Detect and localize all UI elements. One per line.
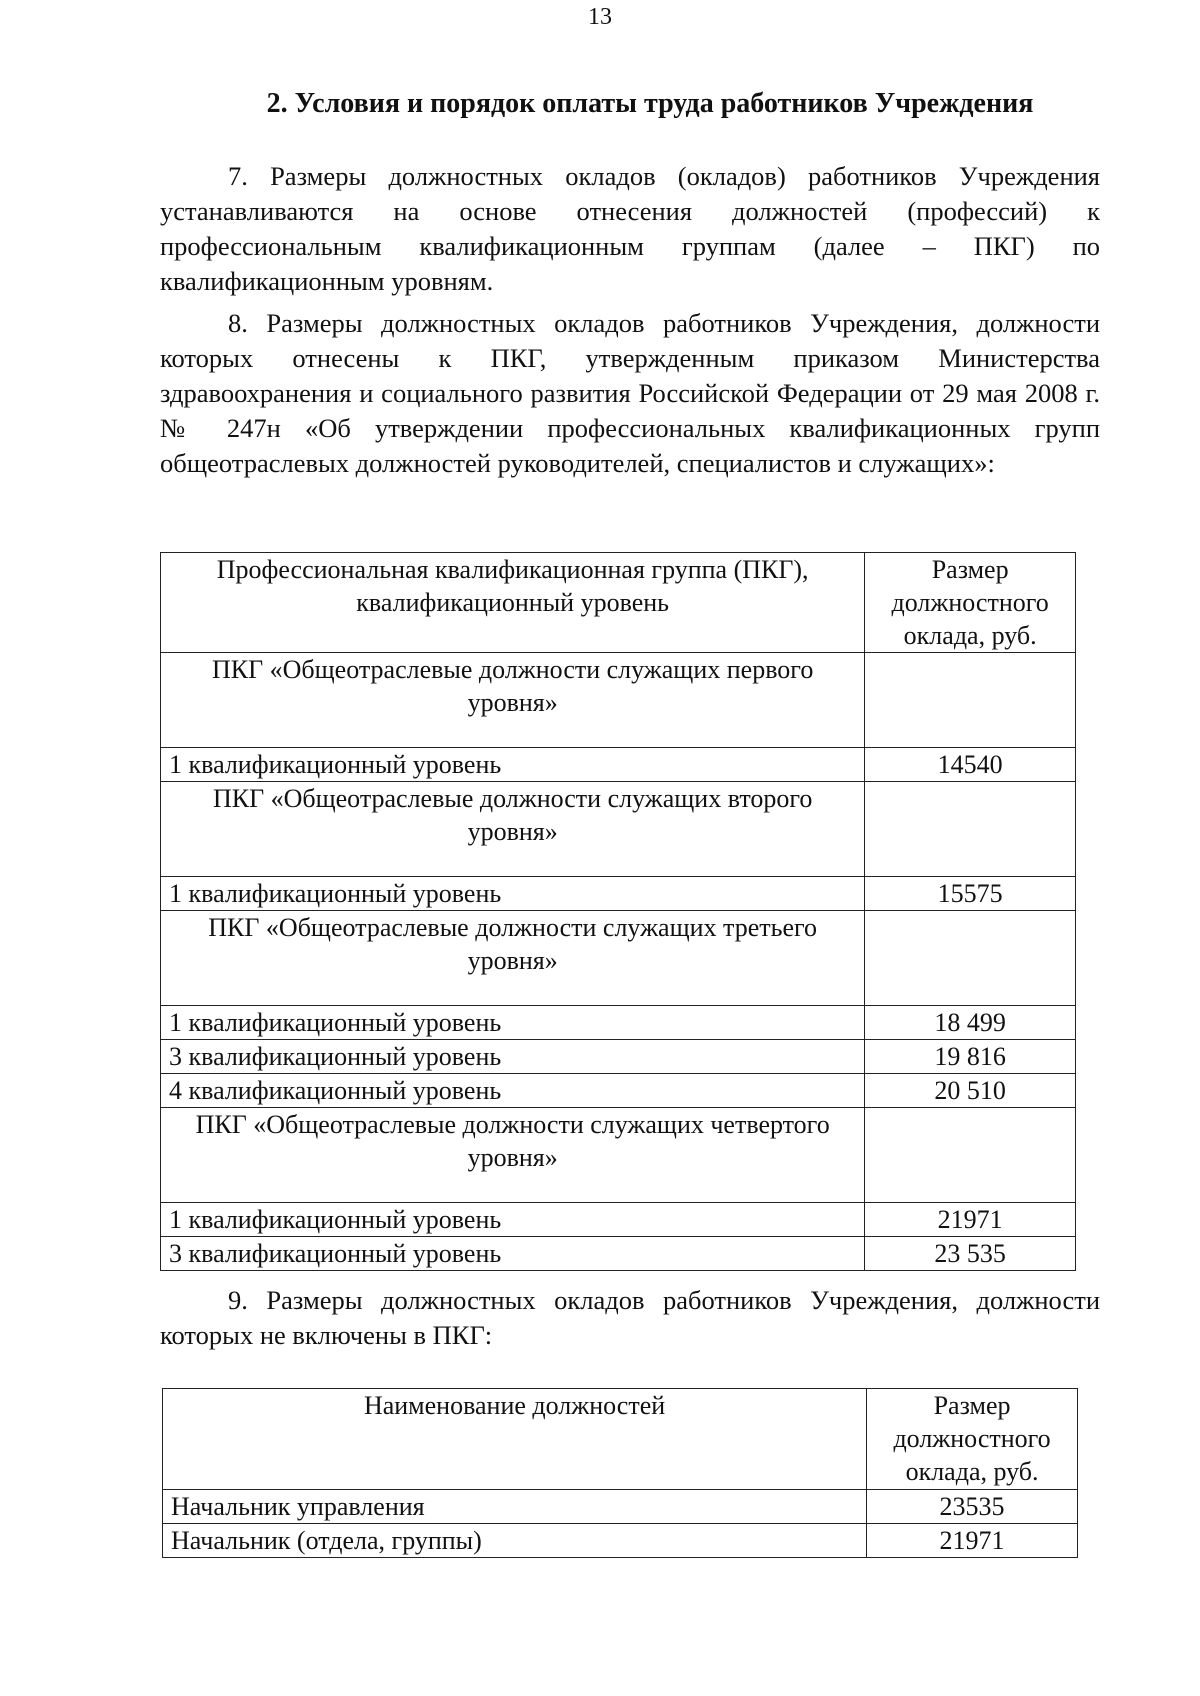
pkg-group-row	[161, 782, 1076, 877]
salary-value: 18 499	[865, 1006, 1076, 1040]
empty-salary-cell	[865, 1108, 1076, 1203]
salary-value: 21971	[865, 1203, 1076, 1237]
table-row	[161, 748, 1076, 782]
empty-salary-cell	[865, 782, 1076, 877]
salary-value: 20 510	[865, 1074, 1076, 1108]
qualification-level: 1 квалификационный уровень	[161, 1203, 865, 1237]
table-row	[161, 1040, 1076, 1074]
pkg-group-title: ПКГ «Общеотраслевые должности служащих второго уровня»	[161, 782, 865, 877]
table-header-row	[161, 553, 1076, 653]
pkg-group-row	[161, 911, 1076, 1006]
qualification-level: 3 квалификационный уровень	[161, 1237, 865, 1271]
header-salary: Размер должностного оклада, руб.	[865, 553, 1076, 653]
table-header-row	[163, 1389, 1078, 1490]
salary-value: 23 535	[865, 1237, 1076, 1271]
empty-salary-cell	[865, 653, 1076, 748]
paragraph-8: 8. Размеры должностных окладов работников Учреждения, должности которых отнесены к ПКГ, утвержденным приказом Министерства здравоохранения и социального развития Российской Федерации от 29 мая 2008 г. № 247н «Об утверждении профессиональных квалификационных групп общеотраслевых должностей руководителей, специалистов и служащих»:	[160, 308, 1100, 478]
section-title: 2. Условия и порядок оплаты труда работников Учреждения	[266, 88, 1034, 119]
page-number: 13	[588, 4, 612, 30]
salary-value: 14540	[865, 748, 1076, 782]
qualification-level: 1 квалификационный уровень	[161, 1006, 865, 1040]
header-position-name: Наименование должностей	[163, 1389, 867, 1490]
pkg-salary-table	[160, 552, 1076, 1271]
table-row	[161, 1074, 1076, 1108]
pkg-group-row	[161, 1108, 1076, 1203]
table-row	[161, 1006, 1076, 1040]
pkg-group-title: ПКГ «Общеотраслевые должности служащих первого уровня»	[161, 653, 865, 748]
qualification-level: 3 квалификационный уровень	[161, 1040, 865, 1074]
qualification-level: 4 квалификационный уровень	[161, 1074, 865, 1108]
qualification-level: 1 квалификационный уровень	[161, 748, 865, 782]
header-group-level: Профессиональная квалификационная группа (ПКГ), квалификационный уровень	[161, 553, 865, 653]
table-row	[163, 1490, 1078, 1524]
table-row	[161, 877, 1076, 911]
qualification-level: 1 квалификационный уровень	[161, 877, 865, 911]
empty-salary-cell	[865, 911, 1076, 1006]
position-name: Начальник управления	[163, 1490, 867, 1524]
pkg-group-row	[161, 653, 1076, 748]
paragraph-9: 9. Размеры должностных окладов работников Учреждения, должности которых не включены в ПКГ:	[160, 1285, 1100, 1350]
salary-value: 15575	[865, 877, 1076, 911]
pkg-group-title: ПКГ «Общеотраслевые должности служащих третьего уровня»	[161, 911, 865, 1006]
table-row	[163, 1524, 1078, 1558]
pkg-group-title: ПКГ «Общеотраслевые должности служащих четвертого уровня»	[161, 1108, 865, 1203]
salary-value: 23535	[867, 1490, 1078, 1524]
table-row	[161, 1237, 1076, 1271]
salary-value: 21971	[867, 1524, 1078, 1558]
position-name: Начальник (отдела, группы)	[163, 1524, 867, 1558]
non-pkg-salary-table	[162, 1388, 1078, 1558]
salary-value: 19 816	[865, 1040, 1076, 1074]
paragraph-7: 7. Размеры должностных окладов (окладов) работников Учреждения устанавливаются на основе отнесения должностей (профессий) к профессиональным квалификационным группам (далее – ПКГ) по квалификационным уровням.	[160, 161, 1100, 296]
header-salary: Размер должностного оклада, руб.	[867, 1389, 1078, 1490]
table-row	[161, 1203, 1076, 1237]
